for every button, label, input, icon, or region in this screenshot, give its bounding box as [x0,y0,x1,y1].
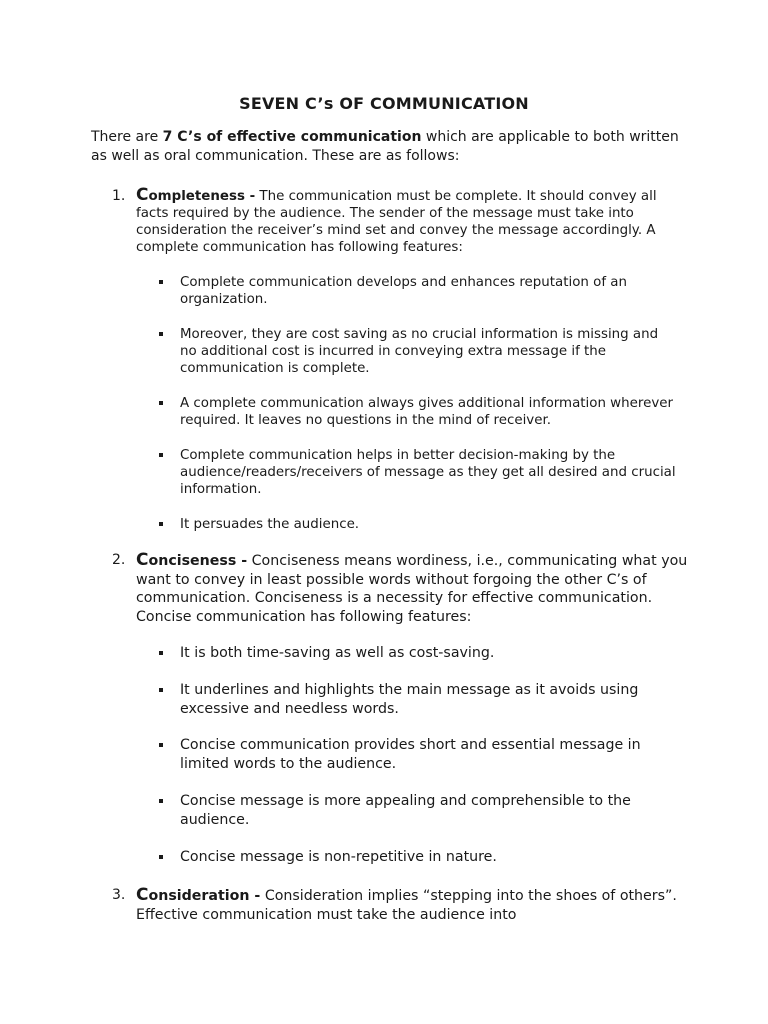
list-item: Moreover, they are cost saving as no crucial information is missing and no additional cost is incurred in conveying extra message if the communication is complete. [158,326,678,377]
intro-paragraph [91,128,691,166]
section-paragraph [136,551,691,626]
section-text: Consideration implies “stepping into the shoes of others”. Effective communication must take the audience into [136,888,677,923]
list-item: Complete communication develops and enhances reputation of an organization. [158,274,678,308]
list-item: Concise message is non-repetitive in nature. [158,848,497,867]
section-text: Conciseness means wordiness, i.e., communicating what you want to convey in least possible words without forgoing the other C’s of communication. Conciseness is a necessity for effective communication. Concise communication has following features: [136,553,688,625]
list-item: It is both time-saving as well as cost-saving. [158,644,494,663]
section-text: The communication must be complete. It should convey all facts required by the audience. The sender of the message must take into consideration the receiver’s mind set and convey the message accordingly. A complete communication has following features: [136,189,657,255]
list-item: Concise message is more appealing and comprehensible to the audience. [158,792,678,830]
heading-initial: C [136,885,149,905]
heading-rest: ompleteness - [148,189,256,204]
intro-text-end: which are applicable to both written as well as oral communication. These are as follows: [91,129,679,164]
list-item: A complete communication always gives additional information wherever required. It leaves no questions in the mind of receiver. [158,395,678,429]
intro-text-start: There are [91,129,163,145]
intro-bold-phrase: 7 C’s of effective communication [162,129,422,145]
list-item: It persuades the audience. [158,516,359,533]
section-number: 1. [112,188,126,204]
section-paragraph [136,187,691,256]
document-title: SEVEN C’s OF COMMUNICATION [239,94,529,113]
list-item: It underlines and highlights the main message as it avoids using excessive and needless words. [158,681,678,719]
section-number: 3. [112,887,126,903]
heading-rest: onsideration - [148,888,261,904]
section-number: 2. [112,552,126,568]
section-heading [136,550,248,570]
section-heading [136,885,261,905]
list-item: Concise communication provides short and essential message in limited words to the audience. [158,736,678,774]
section-paragraph [136,886,691,924]
list-item: Complete communication helps in better decision-making by the audience/readers/receivers of message as they get all desired and crucial information. [158,447,678,498]
section-heading [136,185,256,205]
heading-initial: C [136,550,149,570]
heading-rest: onciseness - [148,553,248,569]
heading-initial: C [136,185,149,205]
